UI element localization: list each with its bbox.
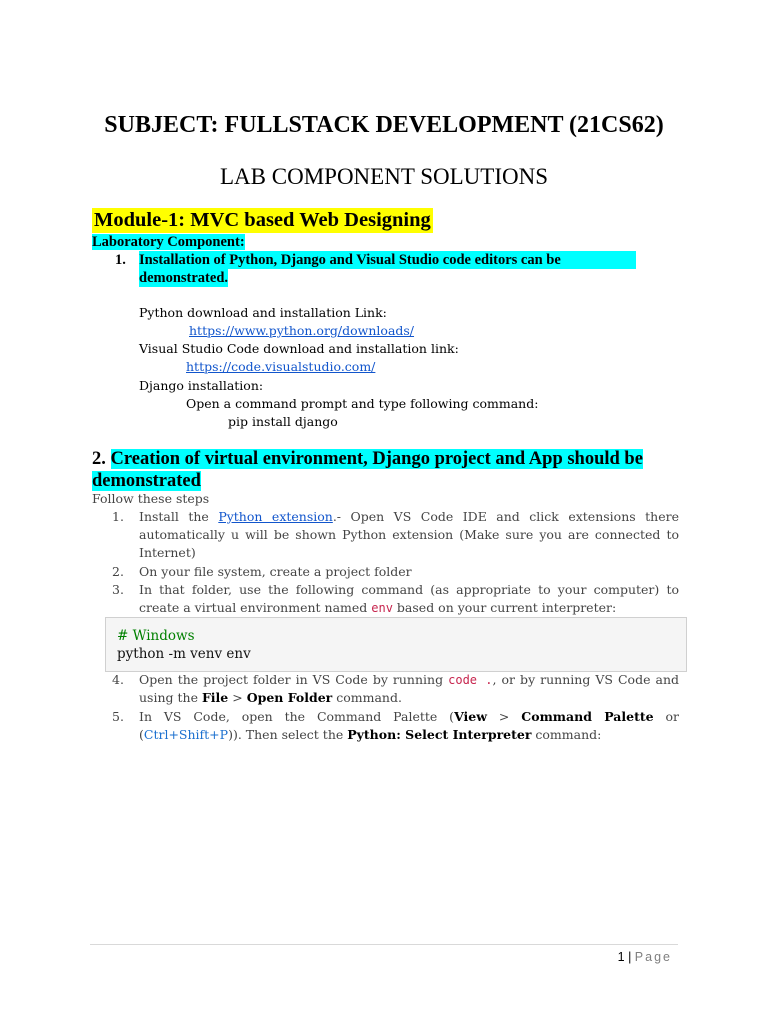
step-text-part: .- Open VS Code IDE and click extensions there automatically u will be shown Python extension (Make sure you are connected to Internet) [139,509,679,560]
inline-code: code . [448,673,493,687]
step-number: 2. [112,564,124,579]
step-text-part: In that folder, use the following command (as appropriate to your computer) to create a virtual environment named [139,582,679,615]
python-select-interpreter: Python: Select Interpreter [347,727,532,742]
item1-text-line2: demonstrated. [139,270,229,286]
item1-number: 1. [115,252,126,268]
step-text-part: command: [531,727,602,742]
django-install-instruction: Open a command prompt and type following command: [186,396,539,411]
vscode-download-link[interactable]: https://code.visualstudio.com/ [186,359,376,374]
step-text-part: Install the [139,509,219,524]
step-number: 4. [112,672,124,687]
step-number: 3. [112,582,124,597]
step-text-part: , or by running VS Code and using the [139,672,679,705]
code-block [105,617,687,672]
step-text [139,581,679,617]
step-text-part: command. [332,690,402,705]
menu-file: File [201,690,229,705]
item1-text-line1: Installation of Python, Django and Visual Studio code editors can be [139,251,636,269]
page-label: Page [634,950,672,964]
step-text-part: )). Then select the [228,727,348,742]
python-download-label: Python download and installation Link: [139,305,387,320]
step-number: 5. [112,709,124,724]
step-text [139,708,679,744]
step-text [139,671,679,707]
lab-component-label: Laboratory Component: [92,234,245,250]
step-text: On your file system, create a project folder [139,564,412,579]
python-download-link[interactable]: https://www.python.org/downloads/ [189,323,415,338]
document-subtitle: LAB COMPONENT SOLUTIONS [220,164,548,189]
step-text-part: In VS Code, open the Command Palette ( [139,709,455,724]
page-footer [618,950,672,964]
step-text-part: > [228,690,247,705]
module-heading: Module-1: MVC based Web Designing [94,209,431,231]
menu-open-folder: Open Folder [246,690,333,705]
code-command: python -m venv env [117,646,251,662]
menu-command-palette: Command Palette [521,709,654,724]
django-install-label: Django installation: [139,378,264,393]
step2-heading-text: Creation of virtual environment, Django project and App should be demonstrated [92,449,643,491]
inline-code: env [371,601,393,615]
document-title: SUBJECT: FULLSTACK DEVELOPMENT (21CS62) [104,112,664,138]
step-text-part: based on your current interpreter: [392,600,617,615]
step-text-part: Open the project folder in VS Code by running [139,672,449,687]
menu-view: View [454,709,488,724]
keyboard-shortcut: Ctrl+Shift+P [143,727,229,742]
step-text-part: > [487,709,522,724]
step-text-part: or ( [139,709,679,742]
footer-divider [90,944,678,945]
step2-heading [92,448,682,492]
step2-number: 2. [92,449,106,469]
step-text [139,508,679,562]
page-number: 1 [617,950,625,964]
code-comment: # Windows [117,628,195,644]
python-extension-link[interactable]: Python extension [218,509,333,524]
step-number: 1. [112,509,124,524]
follow-steps-label: Follow these steps [92,491,210,506]
django-install-command: pip install django [228,414,338,429]
vscode-download-label: Visual Studio Code download and installation link: [139,341,459,356]
footer-separator: | [624,950,635,964]
